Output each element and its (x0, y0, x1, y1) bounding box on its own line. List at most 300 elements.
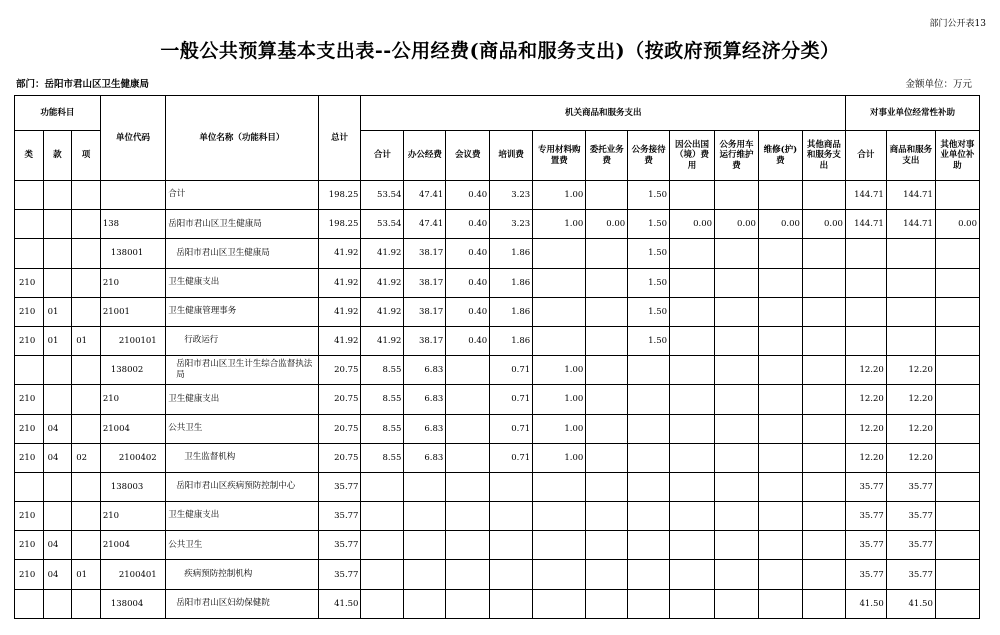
table-row (15, 326, 980, 355)
cell-org-value (670, 181, 715, 210)
cell-subsidy-value (845, 268, 886, 297)
cell-unit-code: 21004 (100, 414, 165, 443)
cell-unit-code: 210 (100, 502, 165, 531)
department-label: 部门：岳阳市君山区卫生健康局 (16, 79, 150, 90)
cell-org-value: 47.41 (404, 210, 446, 239)
cell-lei (15, 356, 44, 385)
cell-org-value (404, 589, 446, 618)
cell-org-value (758, 414, 802, 443)
cell-total: 35.77 (318, 472, 361, 501)
cell-org-value: 1.86 (490, 326, 533, 355)
cell-org-value: 1.50 (628, 268, 670, 297)
table-row (15, 589, 980, 618)
cell-total: 198.25 (318, 210, 361, 239)
cell-org-value: 1.50 (628, 239, 670, 268)
table-row (15, 239, 980, 268)
table-row (15, 502, 980, 531)
cell-unit-name: 岳阳市君山区卫生健康局 (166, 239, 318, 268)
cell-unit-name: 疾病预防控制机构 (166, 560, 318, 589)
cell-org-value: 38.17 (404, 268, 446, 297)
cell-org-value: 6.83 (404, 356, 446, 385)
cell-unit-name: 公共卫生 (166, 531, 318, 560)
header-unit-code: 单位代码 (100, 96, 165, 181)
header-org-group: 机关商品和服务支出 (361, 96, 845, 131)
cell-xiang (72, 297, 101, 326)
header-org-col: 委托业务费 (586, 131, 628, 181)
cell-org-value (628, 472, 670, 501)
cell-org-value: 0.00 (802, 210, 845, 239)
table-row (15, 181, 980, 210)
cell-org-value: 1.86 (490, 297, 533, 326)
cell-org-value (586, 472, 628, 501)
cell-subsidy-value: 41.50 (845, 589, 886, 618)
header-sub-col: 商品和服务支出 (886, 131, 935, 181)
cell-org-value (628, 560, 670, 589)
table-row (15, 414, 980, 443)
cell-org-value (715, 472, 759, 501)
cell-total: 35.77 (318, 502, 361, 531)
cell-total: 20.75 (318, 443, 361, 472)
cell-org-value (670, 239, 715, 268)
cell-subsidy-value: 12.20 (886, 443, 935, 472)
cell-subsidy-value (935, 472, 979, 501)
cell-subsidy-value (935, 356, 979, 385)
cell-lei: 210 (15, 385, 44, 414)
cell-xiang: 01 (72, 326, 101, 355)
cell-org-value (446, 502, 490, 531)
cell-org-value (802, 531, 845, 560)
cell-org-value (802, 443, 845, 472)
cell-kuan (43, 181, 72, 210)
header-org-col: 合计 (361, 131, 404, 181)
cell-org-value (586, 443, 628, 472)
cell-org-value (758, 268, 802, 297)
cell-org-value: 3.23 (490, 210, 533, 239)
cell-org-value (758, 560, 802, 589)
cell-org-value: 1.00 (533, 356, 586, 385)
cell-org-value (802, 326, 845, 355)
table-row (15, 385, 980, 414)
cell-org-value: 41.92 (361, 297, 404, 326)
cell-lei: 210 (15, 531, 44, 560)
cell-org-value: 1.50 (628, 326, 670, 355)
page-code: 部门公开表13 (929, 19, 986, 29)
table-row (15, 210, 980, 239)
cell-org-value (758, 443, 802, 472)
table-row (15, 356, 980, 385)
cell-org-value (586, 239, 628, 268)
cell-unit-code: 210 (100, 268, 165, 297)
cell-xiang (72, 268, 101, 297)
cell-lei (15, 181, 44, 210)
cell-xiang (72, 531, 101, 560)
cell-subsidy-value (845, 297, 886, 326)
cell-org-value (586, 589, 628, 618)
cell-org-value (361, 589, 404, 618)
cell-org-value (715, 385, 759, 414)
cell-xiang: 02 (72, 443, 101, 472)
table-row (15, 268, 980, 297)
cell-unit-code: 2100101 (100, 326, 165, 355)
cell-org-value (446, 443, 490, 472)
cell-org-value: 38.17 (404, 297, 446, 326)
cell-org-value: 0.40 (446, 326, 490, 355)
cell-subsidy-value: 0.00 (935, 210, 979, 239)
cell-org-value (802, 472, 845, 501)
unit-label: 金额单位：万元 (905, 79, 972, 90)
cell-subsidy-value (886, 239, 935, 268)
cell-org-value (404, 502, 446, 531)
cell-org-value (533, 297, 586, 326)
cell-org-value (404, 531, 446, 560)
budget-table (14, 95, 980, 619)
cell-org-value (404, 560, 446, 589)
cell-org-value (628, 443, 670, 472)
cell-total: 41.92 (318, 239, 361, 268)
cell-org-value: 1.00 (533, 414, 586, 443)
cell-org-value (446, 472, 490, 501)
cell-kuan: 01 (43, 297, 72, 326)
cell-xiang (72, 472, 101, 501)
cell-org-value (715, 181, 759, 210)
cell-subsidy-value: 35.77 (886, 531, 935, 560)
cell-org-value (586, 297, 628, 326)
cell-org-value (670, 326, 715, 355)
cell-org-value (446, 589, 490, 618)
header-org-col: 培训费 (490, 131, 533, 181)
cell-unit-name: 合计 (166, 181, 318, 210)
table-row (15, 472, 980, 501)
cell-subsidy-value (935, 502, 979, 531)
cell-lei: 210 (15, 502, 44, 531)
cell-org-value (628, 589, 670, 618)
cell-unit-name: 岳阳市君山区妇幼保健院 (166, 589, 318, 618)
cell-subsidy-value: 35.77 (845, 502, 886, 531)
cell-org-value (490, 472, 533, 501)
cell-org-value (628, 414, 670, 443)
cell-org-value (802, 268, 845, 297)
cell-lei: 210 (15, 443, 44, 472)
header-total: 总计 (318, 96, 361, 181)
cell-org-value (533, 326, 586, 355)
cell-org-value (758, 385, 802, 414)
cell-org-value (446, 531, 490, 560)
cell-kuan: 04 (43, 443, 72, 472)
cell-org-value (533, 589, 586, 618)
cell-subsidy-value: 35.77 (886, 502, 935, 531)
cell-xiang: 01 (72, 560, 101, 589)
cell-org-value (715, 356, 759, 385)
cell-kuan (43, 502, 72, 531)
cell-org-value (361, 560, 404, 589)
cell-lei (15, 239, 44, 268)
cell-subsidy-value: 12.20 (845, 414, 886, 443)
header-org-col: 公务用车运行维护费 (715, 131, 759, 181)
cell-org-value (758, 239, 802, 268)
cell-kuan (43, 268, 72, 297)
cell-org-value (802, 414, 845, 443)
cell-subsidy-value (935, 326, 979, 355)
cell-org-value (361, 472, 404, 501)
cell-subsidy-value (935, 385, 979, 414)
cell-kuan: 01 (43, 326, 72, 355)
cell-subsidy-value (886, 297, 935, 326)
cell-subsidy-value: 144.71 (845, 210, 886, 239)
cell-org-value (758, 297, 802, 326)
header-org-col: 其他商品和服务支出 (802, 131, 845, 181)
cell-subsidy-value (935, 239, 979, 268)
cell-org-value: 0.00 (670, 210, 715, 239)
cell-org-value: 1.00 (533, 181, 586, 210)
cell-org-value (670, 443, 715, 472)
cell-lei: 210 (15, 414, 44, 443)
cell-org-value (802, 560, 845, 589)
cell-unit-name: 公共卫生 (166, 414, 318, 443)
cell-org-value (802, 181, 845, 210)
cell-org-value: 8.55 (361, 414, 404, 443)
table-body (15, 181, 980, 619)
cell-org-value (670, 297, 715, 326)
cell-subsidy-value: 144.71 (886, 181, 935, 210)
header-org-col: 会议费 (446, 131, 490, 181)
cell-total: 20.75 (318, 385, 361, 414)
cell-org-value (715, 268, 759, 297)
cell-subsidy-value: 35.77 (845, 472, 886, 501)
cell-org-value (628, 385, 670, 414)
cell-org-value: 41.92 (361, 268, 404, 297)
cell-org-value (715, 589, 759, 618)
cell-org-value: 0.00 (715, 210, 759, 239)
cell-org-value (758, 326, 802, 355)
cell-unit-code: 210 (100, 385, 165, 414)
header-org-col: 维修(护)费 (758, 131, 802, 181)
cell-lei (15, 472, 44, 501)
cell-kuan: 04 (43, 531, 72, 560)
cell-unit-code: 2100402 (100, 443, 165, 472)
cell-org-value: 41.92 (361, 326, 404, 355)
cell-org-value (361, 502, 404, 531)
cell-org-value (802, 239, 845, 268)
cell-kuan (43, 385, 72, 414)
cell-org-value: 1.86 (490, 268, 533, 297)
cell-org-value (404, 472, 446, 501)
cell-org-value (628, 356, 670, 385)
cell-total: 41.92 (318, 268, 361, 297)
cell-org-value (586, 326, 628, 355)
cell-org-value: 0.71 (490, 385, 533, 414)
cell-org-value: 6.83 (404, 414, 446, 443)
cell-org-value (715, 297, 759, 326)
cell-subsidy-value: 12.20 (845, 356, 886, 385)
header-func-subject: 功能科目 (15, 96, 101, 131)
cell-org-value (586, 385, 628, 414)
header-subsidy-group: 对事业单位经常性补助 (845, 96, 979, 131)
cell-unit-code: 21001 (100, 297, 165, 326)
header-xiang: 项 (72, 131, 101, 181)
cell-org-value: 0.71 (490, 414, 533, 443)
header-lei: 类 (15, 131, 44, 181)
cell-org-value (715, 326, 759, 355)
cell-subsidy-value (845, 239, 886, 268)
cell-org-value (533, 239, 586, 268)
cell-org-value: 41.92 (361, 239, 404, 268)
cell-org-value (490, 531, 533, 560)
cell-unit-code (100, 181, 165, 210)
cell-org-value (533, 502, 586, 531)
cell-total: 41.92 (318, 297, 361, 326)
cell-org-value (628, 502, 670, 531)
cell-subsidy-value (935, 181, 979, 210)
cell-subsidy-value (886, 326, 935, 355)
cell-subsidy-value (935, 443, 979, 472)
cell-org-value (586, 356, 628, 385)
cell-org-value (715, 502, 759, 531)
cell-org-value: 8.55 (361, 443, 404, 472)
cell-org-value (758, 472, 802, 501)
header-org-col: 办公经费 (404, 131, 446, 181)
cell-unit-name: 卫生健康管理事务 (166, 297, 318, 326)
cell-subsidy-value (935, 297, 979, 326)
cell-total: 35.77 (318, 560, 361, 589)
cell-org-value: 0.00 (758, 210, 802, 239)
cell-total: 20.75 (318, 414, 361, 443)
cell-subsidy-value: 144.71 (845, 181, 886, 210)
cell-lei (15, 210, 44, 239)
cell-org-value (533, 531, 586, 560)
cell-xiang (72, 239, 101, 268)
cell-org-value: 8.55 (361, 356, 404, 385)
cell-unit-code: 138003 (100, 472, 165, 501)
cell-kuan (43, 210, 72, 239)
cell-org-value: 1.00 (533, 210, 586, 239)
cell-org-value (586, 414, 628, 443)
cell-org-value (802, 502, 845, 531)
cell-org-value (758, 502, 802, 531)
cell-kuan (43, 239, 72, 268)
cell-subsidy-value (935, 560, 979, 589)
cell-org-value (533, 560, 586, 589)
cell-org-value (361, 531, 404, 560)
cell-org-value (533, 472, 586, 501)
cell-org-value (586, 181, 628, 210)
cell-subsidy-value: 12.20 (845, 443, 886, 472)
cell-org-value (670, 502, 715, 531)
cell-org-value: 1.00 (533, 443, 586, 472)
cell-unit-name: 岳阳市君山区疾病预防控制中心 (166, 472, 318, 501)
cell-org-value (802, 589, 845, 618)
cell-subsidy-value: 41.50 (886, 589, 935, 618)
cell-org-value (446, 385, 490, 414)
cell-org-value: 38.17 (404, 239, 446, 268)
cell-org-value (446, 414, 490, 443)
page-title: 一般公共预算基本支出表--公用经费(商品和服务支出)（按政府预算经济分类） (160, 40, 840, 62)
cell-org-value: 1.50 (628, 181, 670, 210)
cell-org-value: 47.41 (404, 181, 446, 210)
cell-org-value (628, 531, 670, 560)
cell-xiang (72, 181, 101, 210)
cell-unit-name: 行政运行 (166, 326, 318, 355)
cell-org-value: 0.71 (490, 443, 533, 472)
cell-org-value (586, 268, 628, 297)
cell-xiang (72, 414, 101, 443)
cell-org-value: 1.86 (490, 239, 533, 268)
cell-org-value (670, 531, 715, 560)
cell-org-value (586, 502, 628, 531)
cell-total: 35.77 (318, 531, 361, 560)
cell-org-value (715, 443, 759, 472)
cell-org-value (670, 385, 715, 414)
cell-kuan (43, 356, 72, 385)
cell-unit-name: 卫生健康支出 (166, 268, 318, 297)
cell-total: 198.25 (318, 181, 361, 210)
table-row (15, 531, 980, 560)
table-row (15, 443, 980, 472)
cell-lei: 210 (15, 560, 44, 589)
cell-org-value (670, 356, 715, 385)
cell-xiang (72, 502, 101, 531)
cell-subsidy-value: 12.20 (886, 385, 935, 414)
cell-xiang (72, 385, 101, 414)
cell-kuan (43, 472, 72, 501)
cell-total: 41.50 (318, 589, 361, 618)
cell-subsidy-value: 35.77 (845, 560, 886, 589)
header-org-col: 公务接待费 (628, 131, 670, 181)
header-org-col: 专用材料购置费 (533, 131, 586, 181)
cell-unit-name: 岳阳市君山区卫生健康局 (166, 210, 318, 239)
cell-unit-name: 卫生健康支出 (166, 385, 318, 414)
table-row (15, 297, 980, 326)
cell-org-value (490, 560, 533, 589)
cell-subsidy-value (935, 268, 979, 297)
cell-unit-code: 138004 (100, 589, 165, 618)
cell-subsidy-value (935, 589, 979, 618)
cell-org-value (802, 297, 845, 326)
cell-org-value (446, 560, 490, 589)
cell-org-value: 0.71 (490, 356, 533, 385)
cell-org-value (586, 560, 628, 589)
cell-org-value: 0.40 (446, 210, 490, 239)
cell-org-value (446, 356, 490, 385)
cell-org-value (533, 268, 586, 297)
cell-subsidy-value: 35.77 (886, 560, 935, 589)
table-row (15, 560, 980, 589)
cell-org-value (802, 356, 845, 385)
cell-org-value: 8.55 (361, 385, 404, 414)
cell-unit-code: 138 (100, 210, 165, 239)
cell-org-value (715, 239, 759, 268)
cell-org-value (758, 181, 802, 210)
cell-org-value (758, 531, 802, 560)
cell-org-value: 0.40 (446, 297, 490, 326)
cell-lei: 210 (15, 297, 44, 326)
cell-total: 41.92 (318, 326, 361, 355)
cell-org-value (670, 414, 715, 443)
cell-org-value (490, 589, 533, 618)
cell-org-value (670, 589, 715, 618)
header-unit-name: 单位名称（功能科目） (166, 96, 318, 181)
cell-org-value: 1.50 (628, 297, 670, 326)
cell-unit-code: 21004 (100, 531, 165, 560)
cell-subsidy-value: 12.20 (886, 356, 935, 385)
cell-kuan (43, 589, 72, 618)
cell-xiang (72, 589, 101, 618)
cell-org-value: 0.00 (586, 210, 628, 239)
cell-org-value (758, 356, 802, 385)
cell-unit-code: 138001 (100, 239, 165, 268)
cell-org-value: 6.83 (404, 443, 446, 472)
cell-subsidy-value: 12.20 (886, 414, 935, 443)
cell-subsidy-value (886, 268, 935, 297)
